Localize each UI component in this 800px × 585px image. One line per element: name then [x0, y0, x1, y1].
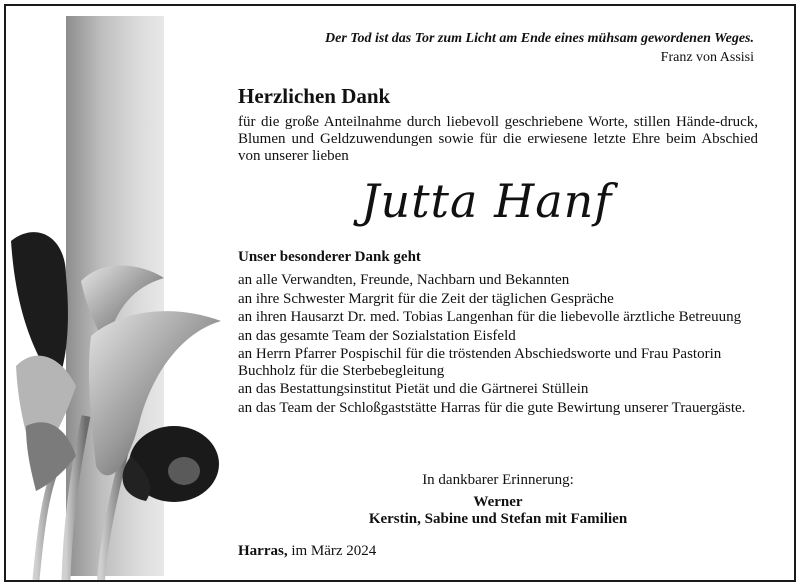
quote-author: Franz von Assisi [660, 50, 754, 65]
list-item: an ihren Hausarzt Dr. med. Tobias Langenhan für die liebevolle ärztliche Betreuung [238, 309, 742, 325]
deceased-name: Jutta Hanf [361, 174, 613, 228]
list-item: an das gesamte Team der Sozialstation Eisfeld [238, 327, 516, 344]
list-item: an Herrn Pfarrer Pospischil für die tröstenden Abschiedsworte und Frau Pastorin Buchholz für die Sterbebegleitung [238, 346, 722, 379]
place-town: Harras, [238, 543, 288, 559]
list-item: an alle Verwandten, Freunde, Nachbarn und Bekannten [238, 272, 570, 288]
signer-family: Kerstin, Sabine und Stefan mit Familien [368, 511, 628, 527]
list-item: an das Team der Schloßgaststätte Harras für die gute Bewirtung unserer Trauergäste. [238, 399, 746, 416]
page-title: Herzlichen Dank [238, 84, 391, 108]
list-item: an das Bestattungsinstitut Pietät und die Gärtnerei Stüllein [238, 381, 589, 397]
signer-primary: Werner [473, 494, 523, 510]
list-item: an ihre Schwester Margrit für die Zeit der täglichen Gespräche [238, 290, 614, 307]
place-date [238, 543, 376, 560]
obituary-frame [4, 4, 796, 582]
calla-lily-illustration [6, 216, 236, 580]
intro-paragraph: für die große Anteilnahme durch liebevoll geschriebene Worte, stillen Hände-druck, Blumen und Geldzuwendungen sowie für die erwiesene letzte Ehre beim Abschied von unserer lieben [238, 114, 758, 164]
lily-petal [26, 422, 76, 491]
special-thanks-list [238, 272, 758, 418]
quote-text: Der Tod ist das Tor zum Licht am Ende eines mühsam gewordenen Weges. [325, 31, 754, 46]
remembrance-line: In dankbarer Erinnerung: [422, 472, 574, 488]
place-month: im März 2024 [291, 543, 377, 559]
special-thanks-heading: Unser besonderer Dank geht [238, 249, 421, 265]
dark-lily-inner [168, 457, 200, 485]
